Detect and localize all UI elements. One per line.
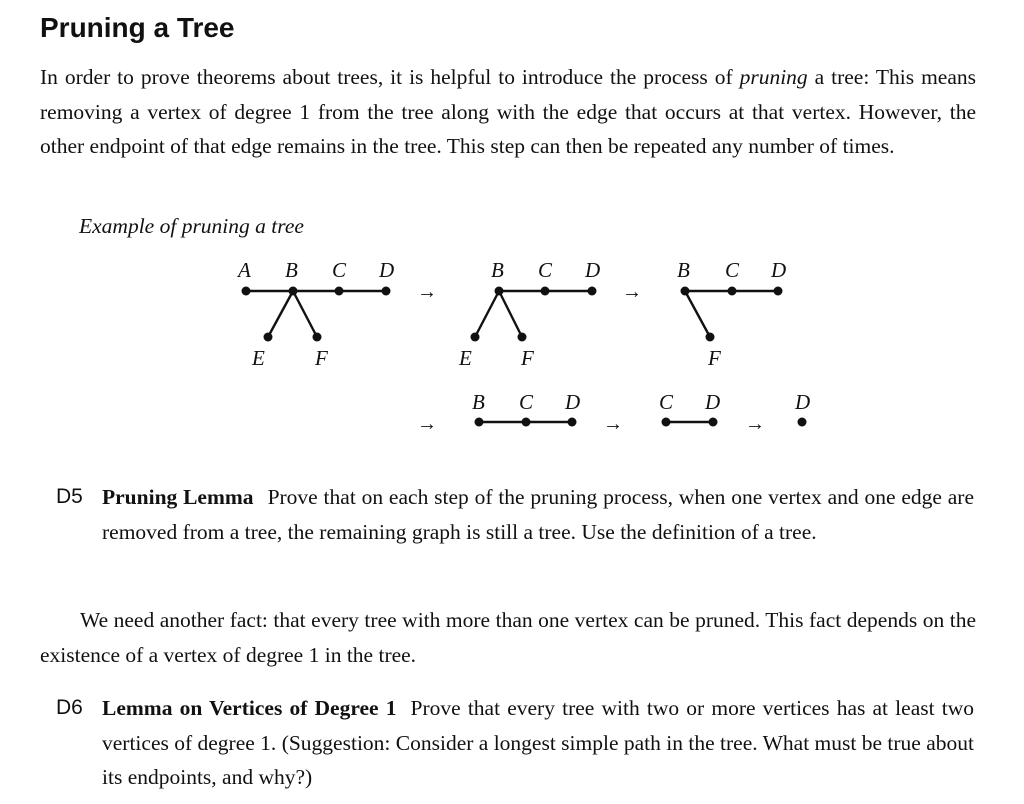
tree1-vertex-d xyxy=(382,287,391,296)
tree4-vertex-d xyxy=(568,418,577,427)
problem-d6-text: Prove that every tree with two or more vertices has at least two vertices of degree 1. (Suggestion: Consider a longest simple path in the tree. What must be true about its endpoints, and why?) xyxy=(102,696,974,789)
tree3-vertex-c xyxy=(728,287,737,296)
tree2-label-c: C xyxy=(538,258,553,282)
tree5-vertex-c xyxy=(662,418,671,427)
arrow-4: → xyxy=(603,413,623,435)
tree1-vertex-b xyxy=(289,287,298,296)
tree2-vertex-f xyxy=(518,333,527,342)
problem-d6-heading: Lemma on Vertices of Degree 1 xyxy=(102,696,397,720)
tree1-label-e: E xyxy=(252,346,265,370)
tree2-label-f: F xyxy=(521,346,534,370)
problem-d6 xyxy=(56,691,974,795)
arrow-2: → xyxy=(622,281,642,303)
tree3-label-f: F xyxy=(708,346,721,370)
tree1-label-d: D xyxy=(379,258,395,282)
tree1-edge-be xyxy=(268,291,293,337)
tree2-vertex-e xyxy=(471,333,480,342)
tree6-vertex-d xyxy=(798,418,807,427)
tree1-label-c: C xyxy=(332,258,347,282)
tree1-label-f: F xyxy=(315,346,328,370)
tree2-label-e: E xyxy=(459,346,472,370)
intro-italic-term: pruning xyxy=(739,65,808,89)
tree4-label-c: C xyxy=(519,390,534,414)
tree2-vertex-b xyxy=(495,287,504,296)
arrow-3: → xyxy=(417,413,437,435)
tree3-vertex-f xyxy=(706,333,715,342)
tree1-vertex-e xyxy=(264,333,273,342)
tree1-vertex-a xyxy=(242,287,251,296)
arrow-1: → xyxy=(417,281,437,303)
problem-d5-heading: Pruning Lemma xyxy=(102,485,254,509)
tree2-edge-be xyxy=(475,291,499,337)
tree3-vertex-b xyxy=(681,287,690,296)
tree2-vertex-d xyxy=(588,287,597,296)
tree1-vertex-c xyxy=(335,287,344,296)
tree5-vertex-d xyxy=(709,418,718,427)
intro-text-start: In order to prove theorems about trees, it is helpful to introduce the process of xyxy=(40,65,740,89)
problem-d5-text: Prove that on each step of the pruning process, when one vertex and one edge are removed from a tree, the remaining graph is still a tree. Use the definition of a tree. xyxy=(102,485,974,544)
tree3-edge-bf xyxy=(685,291,710,337)
tree2-vertex-c xyxy=(541,287,550,296)
tree5-label-d: D xyxy=(705,390,721,414)
problem-d5 xyxy=(56,480,974,549)
tree3-label-b: B xyxy=(677,258,690,282)
tree6-label-d: D xyxy=(795,390,811,414)
tree1-vertex-f xyxy=(313,333,322,342)
tree1-label-b: B xyxy=(285,258,298,282)
tree3-vertex-d xyxy=(774,287,783,296)
middle-paragraph: We need another fact: that every tree with more than one vertex can be pruned. This fact depends on the existence of a vertex of degree 1 in the tree. xyxy=(40,608,976,667)
figure-caption: Example of pruning a tree xyxy=(79,214,304,238)
tree2-edge-bf xyxy=(499,291,522,337)
tree3-label-c: C xyxy=(725,258,740,282)
tree3-label-d: D xyxy=(771,258,787,282)
tree4-label-b: B xyxy=(472,390,485,414)
tree1-label-a: A xyxy=(238,258,251,282)
tree2-label-d: D xyxy=(585,258,601,282)
tree4-vertex-c xyxy=(522,418,531,427)
page-title: Pruning a Tree xyxy=(40,12,235,43)
tree4-label-d: D xyxy=(565,390,581,414)
tree5-label-c: C xyxy=(659,390,674,414)
tree4-vertex-b xyxy=(475,418,484,427)
tree2-label-b: B xyxy=(491,258,504,282)
tree1-edge-bf xyxy=(293,291,317,337)
problem-d6-number: D6 xyxy=(56,696,83,719)
intro-text-end: a tree: This means removing a vertex of degree 1 from the tree along with the edge that occurs at that vertex. However, the other endpoint of that edge remains in the tree. This step can then be repeated any number of times. xyxy=(40,65,976,158)
problem-d5-number: D5 xyxy=(56,485,83,508)
arrow-5: → xyxy=(745,413,765,435)
